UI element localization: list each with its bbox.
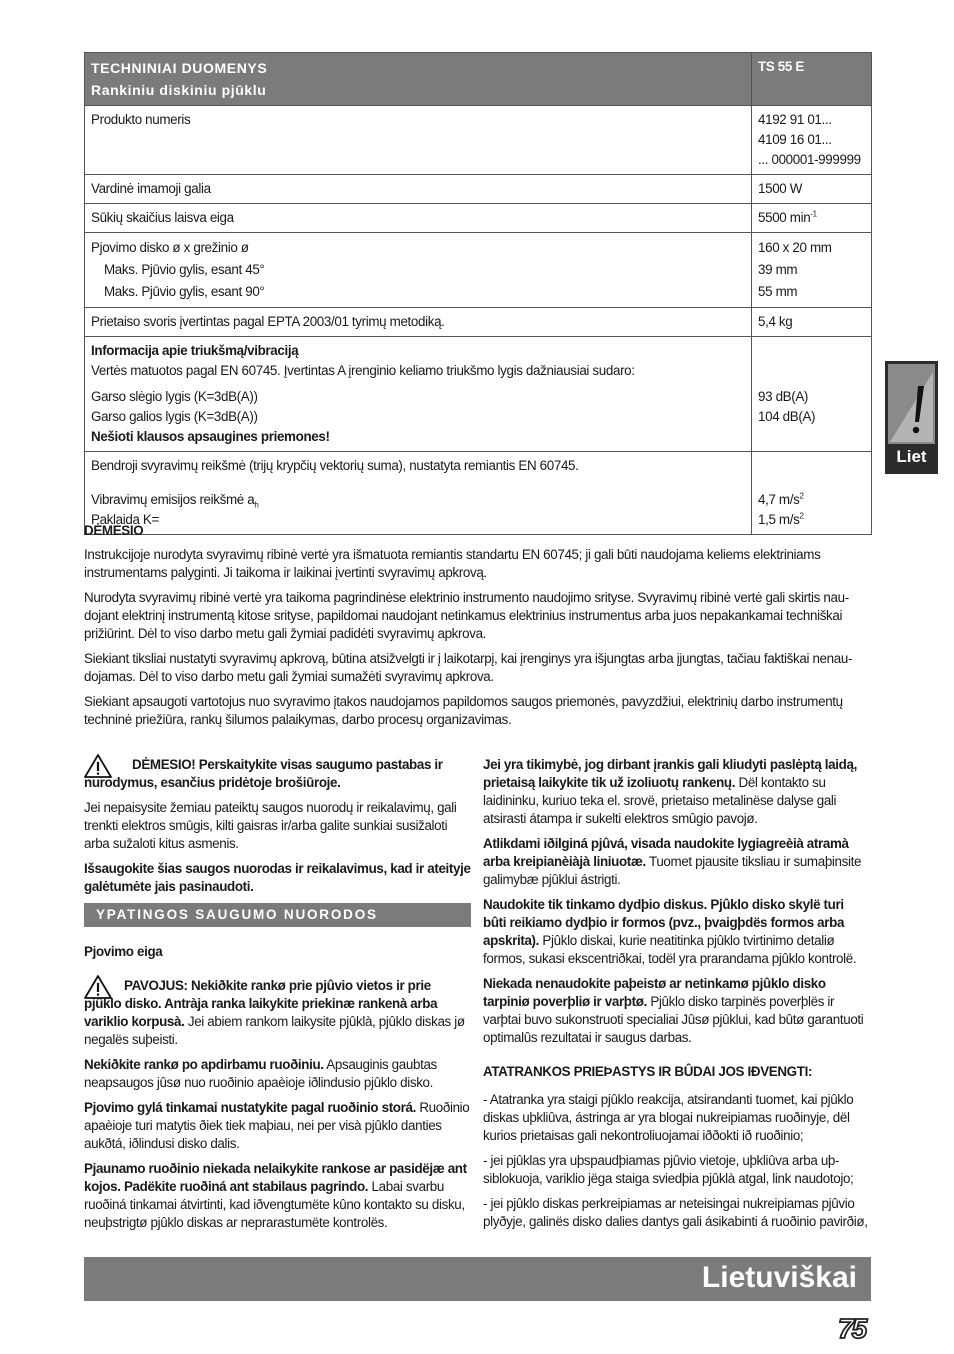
vibration-notice: [84, 522, 871, 736]
unit-exponent: 2: [799, 491, 804, 501]
warning-text: DĖMESIO! Perskaitykite visas saugumo pastabas ir nurodymus, esančius pridėtoje brošiūroje.: [84, 757, 443, 790]
table-subtitle: Rankiniu diskiniu pjūklu: [91, 82, 267, 98]
paragraph: - jei pjûklo diskas perkreipiamas ar neteisingai nukreipiamas pjûvio plyðyje, galinës disko dalies dantys gali ásikabinti á ruoðinio pavirðiø,: [483, 1196, 868, 1229]
section-heading-bar: YPATINGOS SAUGUMO NUORODOS: [84, 903, 471, 927]
left-column: [84, 756, 471, 1239]
right-column: [483, 756, 870, 1238]
table-row: [85, 106, 872, 175]
footer-language-label: Lietuviškai: [701, 1261, 857, 1294]
technical-data-table: [84, 52, 872, 535]
warning-exclamation-icon: [888, 364, 935, 444]
row-label: Garso galios lygis (K=3dB(A)): [91, 409, 258, 424]
row-value: 5500 min: [758, 210, 811, 225]
table-row: [85, 308, 872, 337]
paragraph-bold: Jei yra tikimybė, jog dirbant įrankis gali kliudyti paslėptą laidą, prietaisą laikykite tik už izoliuotų rankenų.: [483, 757, 857, 790]
row-label: Maks. Pjūvio gylis, esant 45°: [104, 262, 265, 277]
ear-protection-warning: Nešioti klausos apsaugines priemones!: [91, 429, 330, 444]
paragraph: Dël kontakto su laidininku, kuriuo teka el. srovë, prietaiso metalinëse dalyse gali atsirasti átampa ir sukelti elektros smûgio pavojø.: [483, 775, 837, 826]
paragraph: Jei nepaisysite žemiau pateiktų saugos nuorodų ir reikalavimų, gali trenkti elektros smūgis, kilti gaisras ir/arba galite sunkiai susižaloti arba sužaloti kitus asmenis.: [84, 800, 457, 851]
row-label: Garso slėgio lygis (K=3dB(A)): [91, 389, 258, 404]
table-row: [85, 337, 872, 452]
row-label: Paklaida K=: [91, 512, 159, 527]
paragraph: Labai svarbu ruoðiná tinkamai átvirtinti, kad iðvengtumëte kûno kontakto su disku, neuþstrigtø pjûklo diskas ar neprarastumëte kontrolës.: [84, 1179, 465, 1230]
table-row: [85, 233, 872, 308]
subsection-heading: ATATRANKOS PRIEÞASTYS IR BÛDAI JOS IÐVENGTI:: [483, 1064, 813, 1079]
paragraph: Ruoðinio apaèioje turi matytis ðiek tiek maþiau, nei per visà pjûklo danties aukðtá, iðlindusi disko dalis.: [84, 1100, 470, 1151]
row-label: Vardinė imamoji galia: [85, 175, 752, 204]
row-value: 4,7 m/s: [758, 492, 800, 507]
notice-heading: DĖMESIO: [84, 523, 144, 538]
row-value: 104 dB(A): [758, 409, 816, 424]
paragraph-bold: Pjovimo gylá tinkamai nustatykite pagal ruoðinio storá.: [84, 1100, 416, 1115]
notice-paragraph: Nurodyta svyravimų ribinė vertė yra taikoma pagrindinėse elektrinio instrumento naudojimo srityse. Svyravimų ribinė vertė gali skirtis naudojant elektrinį instrumentą kitose srityse, papildomai naudojant netinkamus elektrinius instrumentus arba juos nepakankamai techniškai prižiūrint. Dėl to viso darbo metu gali žymiai padidėti svyravimų apkrova.: [84, 590, 850, 641]
notice-paragraph: Siekiant tiksliai nustatyti svyravimų apkrovą, būtina atsižvelgti ir į laikotarpį, kai įrenginys yra išjungtas arba įjungtas, tačiau faktiškai nenaudojamas. Dėl to viso darbo metu gali žymiai sumažėti svyravimų apkrova.: [84, 651, 853, 684]
paragraph: Pjûklo disko tarpinës poverþlës ir varþtai buvo sukonstruoti specialiai Jûsø pjûklui, kad bûtø garantuoti optimalûs rezultatai ir saugus darbas.: [483, 994, 864, 1045]
paragraph-bold: Niekada nenaudokite paþeistø ar netinkamø pjûklo disko tarpiniø poverþliø ir varþtø.: [483, 976, 826, 1009]
row-label: Vibravimų emisijos reikšmė a: [91, 492, 255, 507]
paragraph: Tuomet pjausite tiksliau ir sumaþinsite galimybæ pjûklui ástrigti.: [483, 854, 862, 887]
paragraph-bold: Nekiðkite rankø po apdirbamu ruoðiniu.: [84, 1057, 324, 1072]
noise-heading: Informacija apie triukšmą/vibraciją: [91, 343, 299, 358]
warning-triangle-icon: [84, 975, 112, 999]
paragraph-bold: Naudokite tik tinkamo dydþio diskus. Pjûklo disko skylë turi bûti reikiamo dydþio ir formos (pvz., þvaigþdës formos arba apskrita).: [483, 897, 845, 948]
footer-language-bar: [84, 1257, 871, 1301]
paragraph-bold: Išsaugokite šias saugos nuorodas ir reikalavimus, kad ir ateityje galėtumėte jais pasinaudoti.: [84, 861, 471, 894]
notice-paragraph: Siekiant apsaugoti vartotojus nuo svyravimo įtakos naudojamos papildomos saugos priemonės, pavyzdžiui, elektrinių darbo instrumentų techninė priežiūra, rankų šilumos palaikymas, darbo procesų organizavimas.: [84, 694, 843, 727]
paragraph: - jei pjûklas yra uþspaudþiamas pjûvio vietoje, uþkliûva arba uþsiblokuoja, variklio jëga staiga sviedþia pjûklà atgal, link naudotojo;: [483, 1153, 854, 1186]
row-label: Produkto numeris: [85, 106, 752, 175]
language-side-tab: [885, 361, 938, 474]
row-value: 39 mm: [758, 262, 798, 277]
page-number: 75: [838, 1313, 866, 1344]
table-header-row: [85, 53, 872, 106]
paragraph: Apsauginis gaubtas neapsaugos jûsø nuo ruoðinio apaèioje iðlindusio pjûklo disko.: [84, 1057, 437, 1090]
table-row: [85, 204, 872, 233]
row-value: 1,5 m/s: [758, 512, 800, 527]
product-number: 4192 91 01...: [758, 112, 832, 127]
product-serial-range: ... 000001-999999: [758, 152, 861, 167]
row-label: Maks. Pjūvio gylis, esant 90°: [104, 284, 265, 299]
subscript: h: [254, 500, 259, 510]
warning-text: PAVOJUS: Nekiðkite rankø prie pjûvio vietos ir prie pjûklo disko. Antràja ranka laikykite priekinæ rankenà arba variklio korpusà.: [84, 978, 438, 1029]
paragraph: Jei abiem rankom laikysite pjûklà, pjûklo diskas jø negalës suþeisti.: [84, 1014, 465, 1047]
vibration-intro: Bendroji svyravimų reikšmė (trijų krypčių vektorių suma), nustatyta remiantis EN 60745.: [91, 458, 579, 473]
table-title: TECHNINIAI DUOMENYS: [91, 60, 268, 76]
subsection-heading: Pjovimo eiga: [84, 944, 163, 959]
unit-exponent: 2: [799, 511, 804, 521]
warning-triangle-icon: [84, 754, 112, 778]
paragraph: Pjûklo diskai, kurie neatitinka pjûklo tvirtinimo detaliø formos, sukasi ekscentriðkai, todël yra prarandama pjûklo kontrolë.: [483, 933, 857, 966]
paragraph-bold: Atlikdami iðilginá pjûvá, visada naudokite lygiagreèià atramà arba kreipianèiàjà liniuotæ.: [483, 836, 849, 869]
row-label: Sūkių skaičius laisva eiga: [85, 204, 752, 233]
table-row: [85, 175, 872, 204]
row-value: 160 x 20 mm: [758, 240, 832, 255]
paragraph-bold: Pjaunamo ruoðinio niekada nelaikykite rankose ar pasidëjæ ant kojos. Padëkite ruoðiná ant stabilaus pagrindo.: [84, 1161, 467, 1194]
noise-intro: Vertės matuotos pagal EN 60745. Įvertintas A įrenginio keliamo triukšmo lygis dažniausiai sudaro:: [91, 363, 635, 378]
row-label: Pjovimo disko ø x grežinio ø: [91, 240, 249, 255]
product-number: 4109 16 01...: [758, 132, 832, 147]
unit-exponent: -1: [810, 209, 817, 219]
row-value: 1500 W: [752, 175, 872, 204]
row-label: Prietaiso svoris įvertintas pagal EPTA 2003/01 tyrimų metodiką.: [85, 308, 752, 337]
row-value: 5,4 kg: [752, 308, 872, 337]
row-value: 55 mm: [758, 284, 798, 299]
notice-paragraph: Instrukcijoje nurodyta svyravimų ribinė vertė yra išmatuota remiantis standartu EN 60745; ji gali būti naudojama keliems elektriniams instrumentams palyginti. Ji taikoma ir laikinai įvertinti svyravimų apkrovą.: [84, 547, 821, 580]
row-value: 93 dB(A): [758, 389, 809, 404]
model-cell: TS 55 E: [752, 53, 872, 106]
paragraph: - Atatranka yra staigi pjûklo reakcija, atsirandanti tuomet, kai pjûklo diskas uþkliûva, ástringa ar yra blogai nukreipiamas ruoðinyje, dël kurios prietaisas gali nekontroliuojamai iððokti ið ruoðinio;: [483, 1092, 854, 1143]
side-tab-label: Liet: [896, 447, 927, 466]
